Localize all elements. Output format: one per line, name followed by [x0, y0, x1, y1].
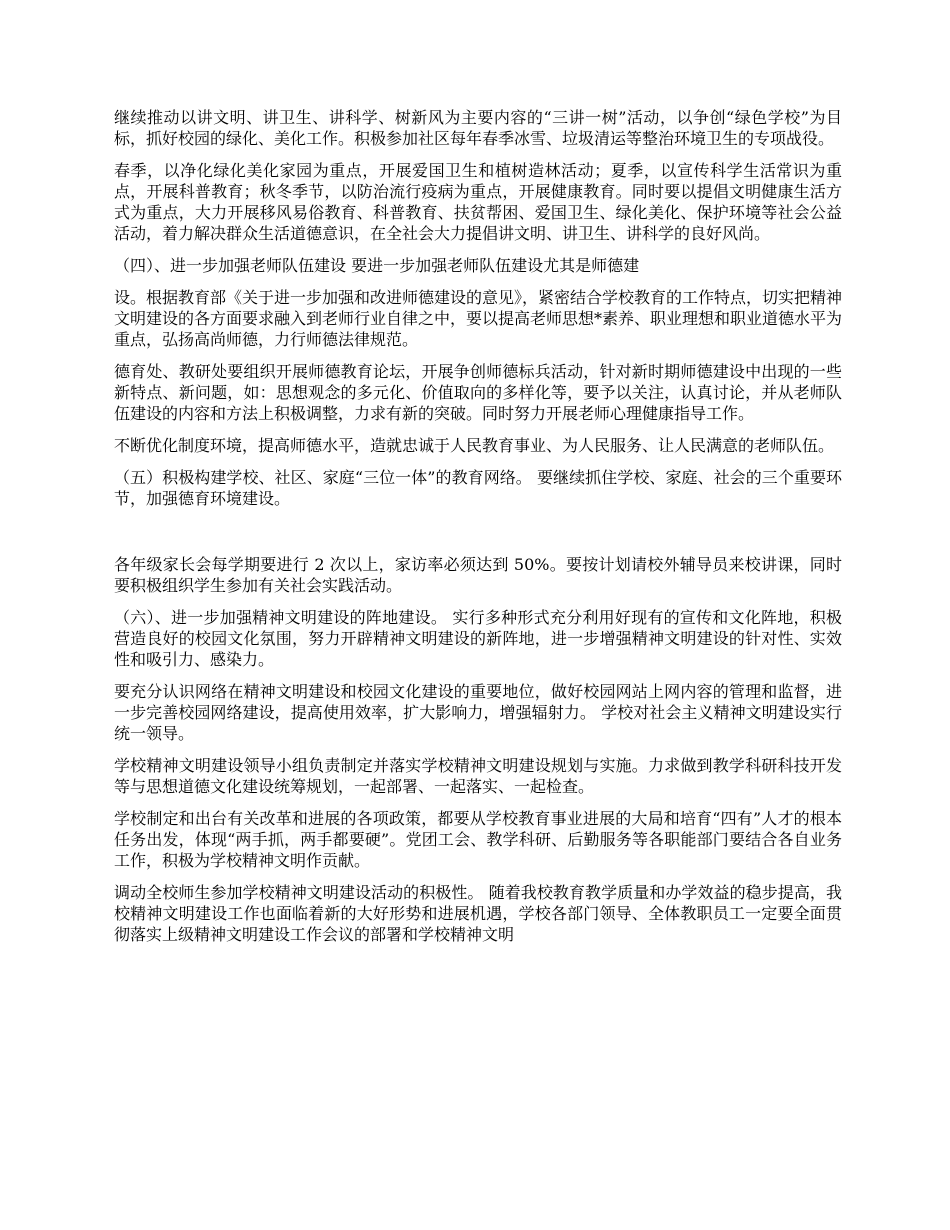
paragraph-teacher-ethics: 设。根据教育部《关于进一步加强和改进师德建设的意见》，紧密结合学校教育的工作特点，切实把精神文明建设的各方面要求融入到老师行业自律之中，要以提高老师思想*素养、职业理想和职业道德水平为重点，弘扬高尚师德，力行师德法律规范。: [114, 288, 843, 349]
paragraph-leadership-group: 学校精神文明建设领导小组负责制定并落实学校精神文明建设规划与实施。力求做到教学科研科技开发等与思想道德文化建设统筹规划，一起部署、一起落实、一起检查。: [114, 756, 842, 796]
paragraph-institutional-environment: 不断优化制度环境，提高师德水平，造就忠诚于人民教育事业、为人民服务、让人民满意的老师队伍。: [114, 436, 835, 455]
paragraph-parent-meetings: 各年级家长会每学期要进行 2 次以上，家访率必须达到 50%。要按计划请校外辅导员来校讲课，同时要积极组织学生参加有关社会实践活动。: [114, 555, 842, 595]
paragraph-mobilize: 调动全校师生参加学校精神文明建设活动的积极性。 随着我校教育教学质量和办学效益的稳步提高，我校精神文明建设工作也面临着新的大好形势和进展机遇，学校各部门领导、全体教职员工一定要全面贯彻落实上级精神文明建设工作会议的部署和学校精神文明: [114, 883, 842, 944]
blank-gap: [114, 520, 842, 554]
section-heading-five: （五）积极构建学校、社区、家庭“三位一体”的教育网络。 要继续抓住学校、家庭、社会的三个重要环节，加强德育环境建设。: [114, 468, 842, 508]
paragraph-green-school: 继续推动以讲文明、讲卫生、讲科学、树新风为主要内容的“三讲一树”活动，以争创“绿色学校”为目标，抓好校园的绿化、美化工作。积极参加社区每年春季冰雪、垃圾清运等整治环境卫生的专项战役。: [114, 108, 842, 148]
section-heading-six: （六）、进一步加强精神文明建设的阵地建设。 实行多种形式充分利用好现有的宣传和文化阵地，积极营造良好的校园文化氛围，努力开辟精神文明建设的新阵地，进一步增强精神文明建设的针对性、实效性和吸引力、感染力。: [114, 608, 842, 669]
document-page: [114, 107, 842, 956]
section-heading-four: （四）、进一步加强老师队伍建设 要进一步加强老师队伍建设尤其是师德建: [114, 256, 640, 275]
paragraph-policies: 学校制定和出台有关改革和进展的各项政策，都要从学校教育事业进展的大局和培育“四有”人才的根本任务出发，体现“两手抓，两手都要硬”。党团工会、教学科研、后勤服务等各职能部门要结合各自业务工作，积极为学校精神文明作贡献。: [114, 809, 842, 870]
paragraph-seasonal-campaigns: 春季，以净化绿化美化家园为重点，开展爱国卫生和植树造林活动；夏季，以宣传科学生活常识为重点，开展科普教育；秋冬季节，以防治流行疫病为重点，开展健康教育。同时要以提倡文明健康生活方式为重点，大力开展移风易俗教育、科普教育、扶贫帮困、爱国卫生、绿化美化、保护环境等社会公益活动，着力解决群众生活道德意识，在全社会大力提倡讲文明、讲卫生、讲科学的良好风尚。: [114, 161, 842, 243]
paragraph-ethics-forum: 德育处、教研处要组织开展师德教育论坛，开展争创师德标兵活动，针对新时期师德建设中出现的一些新特点、新问题，如：思想观念的多元化、价值取向的多样化等，要予以关注，认真讨论，并从老师队伍建设的内容和方法上积极调整，力求有新的突破。同时努力开展老师心理健康指导工作。: [114, 362, 842, 423]
paragraph-campus-network: 要充分认识网络在精神文明建设和校园文化建设的重要地位，做好校园网站上网内容的管理和监督，进一步完善校园网络建设，提高使用效率，扩大影响力，增强辐射力。 学校对社会主义精神文明建设实行统一领导。: [114, 682, 842, 743]
